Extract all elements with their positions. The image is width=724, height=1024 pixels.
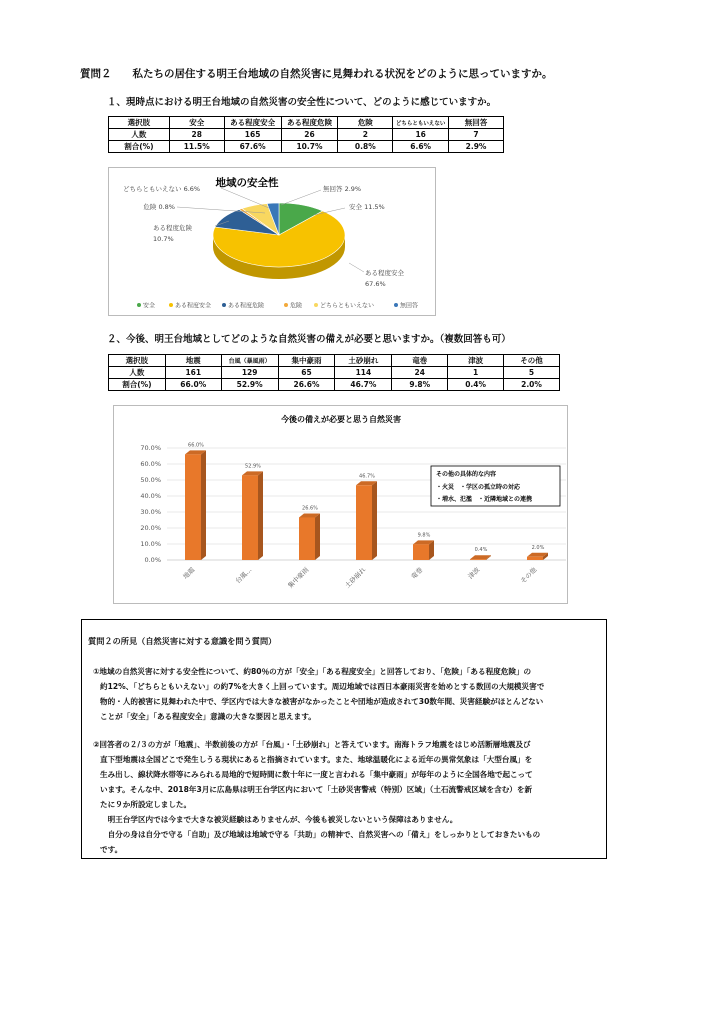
y-tick-label: 10.0% — [140, 540, 161, 548]
bar-data-label: 2.0% — [531, 544, 545, 551]
x-tick-label: その他 — [518, 565, 539, 586]
table-cell: 2.0% — [504, 379, 560, 391]
x-tick-label: 地震 — [181, 565, 197, 581]
other-details-title: その他の具体的な内容 — [436, 471, 497, 478]
findings-line: です。 — [100, 845, 123, 854]
pie-data-label: 10.7% — [153, 235, 174, 243]
pie-data-label: ある程度安全 — [365, 269, 404, 277]
table-cell: 161 — [165, 367, 221, 379]
table-cell: 165 — [224, 129, 281, 141]
findings-line: ことが「安全」「ある程度安全」意識の大きな要因と思えます。 — [100, 712, 316, 721]
table-row — [109, 355, 560, 367]
bar — [470, 555, 491, 560]
table-cell: 9.8% — [392, 379, 448, 391]
bar-chart-frame — [113, 405, 568, 604]
table-cell: 6.6% — [393, 141, 449, 153]
legend-label: ある程度安全 — [175, 302, 212, 310]
table-cell: どちらともいえない — [393, 117, 449, 129]
pie-data-label: ある程度危険 — [153, 224, 192, 232]
bar-data-label: 9.8% — [417, 532, 431, 539]
findings-line: たに９か所設定しました。 — [100, 800, 192, 809]
table-cell: 65 — [278, 367, 335, 379]
bar — [413, 540, 434, 560]
table-cell: 安全 — [169, 117, 224, 129]
table-row — [109, 379, 560, 391]
pie-data-label: 安全 11.5% — [349, 203, 385, 211]
bar-data-label: 66.0% — [188, 442, 204, 449]
other-details-line: ・増水、氾濫 ・近隣地域との連携 — [436, 496, 533, 503]
table-cell: 24 — [392, 367, 448, 379]
bar-data-label: 52.9% — [245, 463, 261, 470]
legend-label: 無回答 — [400, 302, 419, 310]
findings-line: 約12%、「どちらともいえない」の約7%を大きく上回っています。周辺地域では西日本豪雨災害を始めとする数回の大規模災害で — [100, 682, 545, 691]
bar — [242, 471, 263, 560]
pie-data-label: 67.6% — [365, 280, 386, 288]
q2-heading: ２、今後、明王台地域としてどのような自然災害の備えが必要と思いますか。（複数回答も可） — [107, 334, 511, 345]
legend-swatch — [314, 303, 318, 307]
table-cell: 2 — [338, 129, 393, 141]
table-cell: ある程度安全 — [224, 117, 281, 129]
x-tick-label: 土砂崩れ — [343, 565, 368, 590]
table-row — [109, 141, 504, 153]
findings-line: 生み出し、線状降水帯等にみられる局地的で短時間に数十年に一度と言われる「集中豪雨」が毎年のように全国各地で起こって — [100, 770, 533, 779]
table-cell: 無回答 — [449, 117, 504, 129]
table-cell: 土砂崩れ — [335, 355, 392, 367]
table-cell: 26 — [281, 129, 338, 141]
table-cell: 0.4% — [448, 379, 504, 391]
pie-chart-frame — [108, 167, 436, 316]
table-cell: 129 — [221, 367, 278, 379]
table-cell: 46.7% — [335, 379, 392, 391]
table-cell: 7 — [449, 129, 504, 141]
y-tick-label: 50.0% — [140, 476, 161, 484]
bar — [185, 450, 206, 560]
bar — [299, 513, 320, 560]
pie-data-label: 危険 0.8% — [143, 203, 175, 211]
findings-line: 直下型地震は全国どこで発生しうる現状にあると指摘されています。また、地球温暖化による近年の異常気象は「大型台風」を — [100, 755, 533, 764]
table-cell: 地震 — [165, 355, 221, 367]
table-cell: 選択肢 — [109, 117, 170, 129]
y-tick-label: 60.0% — [140, 460, 161, 468]
legend-swatch — [137, 303, 141, 307]
findings-title: 質問２の所見（自然災害に対する意識を問う質問） — [88, 636, 277, 646]
bar-data-label: 26.6% — [302, 505, 318, 512]
x-tick-label: 竜巻 — [409, 565, 425, 581]
pie-leader-line — [281, 190, 321, 205]
table-cell: 67.6% — [224, 141, 281, 153]
findings-box — [81, 619, 607, 859]
table-cell: 割合(%) — [109, 141, 170, 153]
table-cell: 竜巻 — [392, 355, 448, 367]
table-cell: 割合(%) — [109, 379, 166, 391]
legend-label: 危険 — [290, 302, 303, 310]
other-details-line: ・火災 ・学区の孤立時の対応 — [436, 484, 521, 491]
y-tick-label: 70.0% — [140, 444, 161, 452]
table-cell: 114 — [335, 367, 392, 379]
pie-data-label: どちらともいえない 6.6% — [123, 185, 201, 193]
q1-table — [108, 116, 504, 153]
table-row — [109, 129, 504, 141]
legend-swatch — [169, 303, 173, 307]
findings-line: ①地域の自然災害に対する安全性について、約80％の方が「安全」「ある程度安全」と回答しており、「危険」「ある程度危険」の — [93, 667, 532, 676]
table-cell: 人数 — [109, 129, 170, 141]
table-cell: 66.0% — [165, 379, 221, 391]
y-tick-label: 40.0% — [140, 492, 161, 500]
x-tick-label: 集中豪雨 — [286, 565, 311, 590]
pie-data-label: 無回答 2.9% — [323, 185, 362, 193]
bar — [356, 481, 377, 560]
table-cell: 台風（暴風雨） — [221, 355, 278, 367]
table-cell: 28 — [169, 129, 224, 141]
bar-chart — [114, 406, 567, 603]
findings-line: 明王台学区内では今まで大きな被災経験はありませんが、今後も被災しないという保障はありません。 — [100, 815, 458, 824]
legend-swatch — [284, 303, 288, 307]
table-cell: 52.9% — [221, 379, 278, 391]
table-cell: 26.6% — [278, 379, 335, 391]
legend-swatch — [222, 303, 226, 307]
table-cell: 津波 — [448, 355, 504, 367]
legend-label: ある程度危険 — [228, 302, 265, 310]
q2-table — [108, 354, 560, 391]
table-cell: 16 — [393, 129, 449, 141]
table-cell: ある程度危険 — [281, 117, 338, 129]
pie-chart — [109, 168, 435, 315]
question-title: 質問２ 私たちの居住する明王台地域の自然災害に見舞われる状況をどのように思っていますか。 — [80, 68, 553, 80]
bar — [527, 553, 548, 560]
x-tick-label: 台風… — [233, 565, 254, 586]
y-tick-label: 0.0% — [144, 556, 161, 564]
table-cell: その他 — [504, 355, 560, 367]
table-cell: 0.8% — [338, 141, 393, 153]
pie-leader-line — [349, 263, 364, 272]
table-cell: 選択肢 — [109, 355, 166, 367]
bar-chart-title: 今後の備えが必要と思う自然災害 — [281, 415, 401, 424]
findings-line: います。そんな中、2018年3月に広島県は明王台学区内において「土砂災害警戒（特別）区域」（土石流警戒区域を含む）を新 — [100, 785, 533, 794]
x-tick-label: 津波 — [466, 565, 482, 581]
findings-line: ②回答者の２/３の方が「地震」、半数前後の方が「台風」・「土砂崩れ」と答えています。南海トラフ地震をはじめ活断層地震及び — [93, 740, 531, 749]
table-cell: 集中豪雨 — [278, 355, 335, 367]
pie-leader-line — [221, 188, 269, 208]
table-row — [109, 117, 504, 129]
pie-chart-title: 地域の安全性 — [215, 177, 279, 189]
y-tick-label: 30.0% — [140, 508, 161, 516]
table-cell: 人数 — [109, 367, 166, 379]
table-cell: 2.9% — [449, 141, 504, 153]
table-cell: 10.7% — [281, 141, 338, 153]
bar-data-label: 0.4% — [474, 547, 488, 554]
q1-heading: １、現時点における明王台地域の自然災害の安全性について、どのように感じていますか。 — [107, 97, 497, 108]
bar-data-label: 46.7% — [359, 473, 375, 480]
table-cell: 11.5% — [169, 141, 224, 153]
table-row — [109, 367, 560, 379]
table-cell: 危険 — [338, 117, 393, 129]
findings-line: 物的・人的被害に見舞われた中で、学区内では大きな被害がなかったことや団地が造成されて30数年間、災害経験がほとんどない — [100, 697, 544, 706]
table-cell: 1 — [448, 367, 504, 379]
legend-label: 安全 — [143, 302, 156, 310]
table-cell: 5 — [504, 367, 560, 379]
legend-swatch — [394, 303, 398, 307]
legend-label: どちらともいえない — [320, 302, 375, 310]
other-details-box — [431, 466, 560, 506]
y-tick-label: 20.0% — [140, 524, 161, 532]
findings-line: 自分の身は自分で守る「自助」及び地域は地域で守る「共助」の精神で、自然災害への「備え」をしっかりとしておきたいもの — [100, 830, 541, 839]
